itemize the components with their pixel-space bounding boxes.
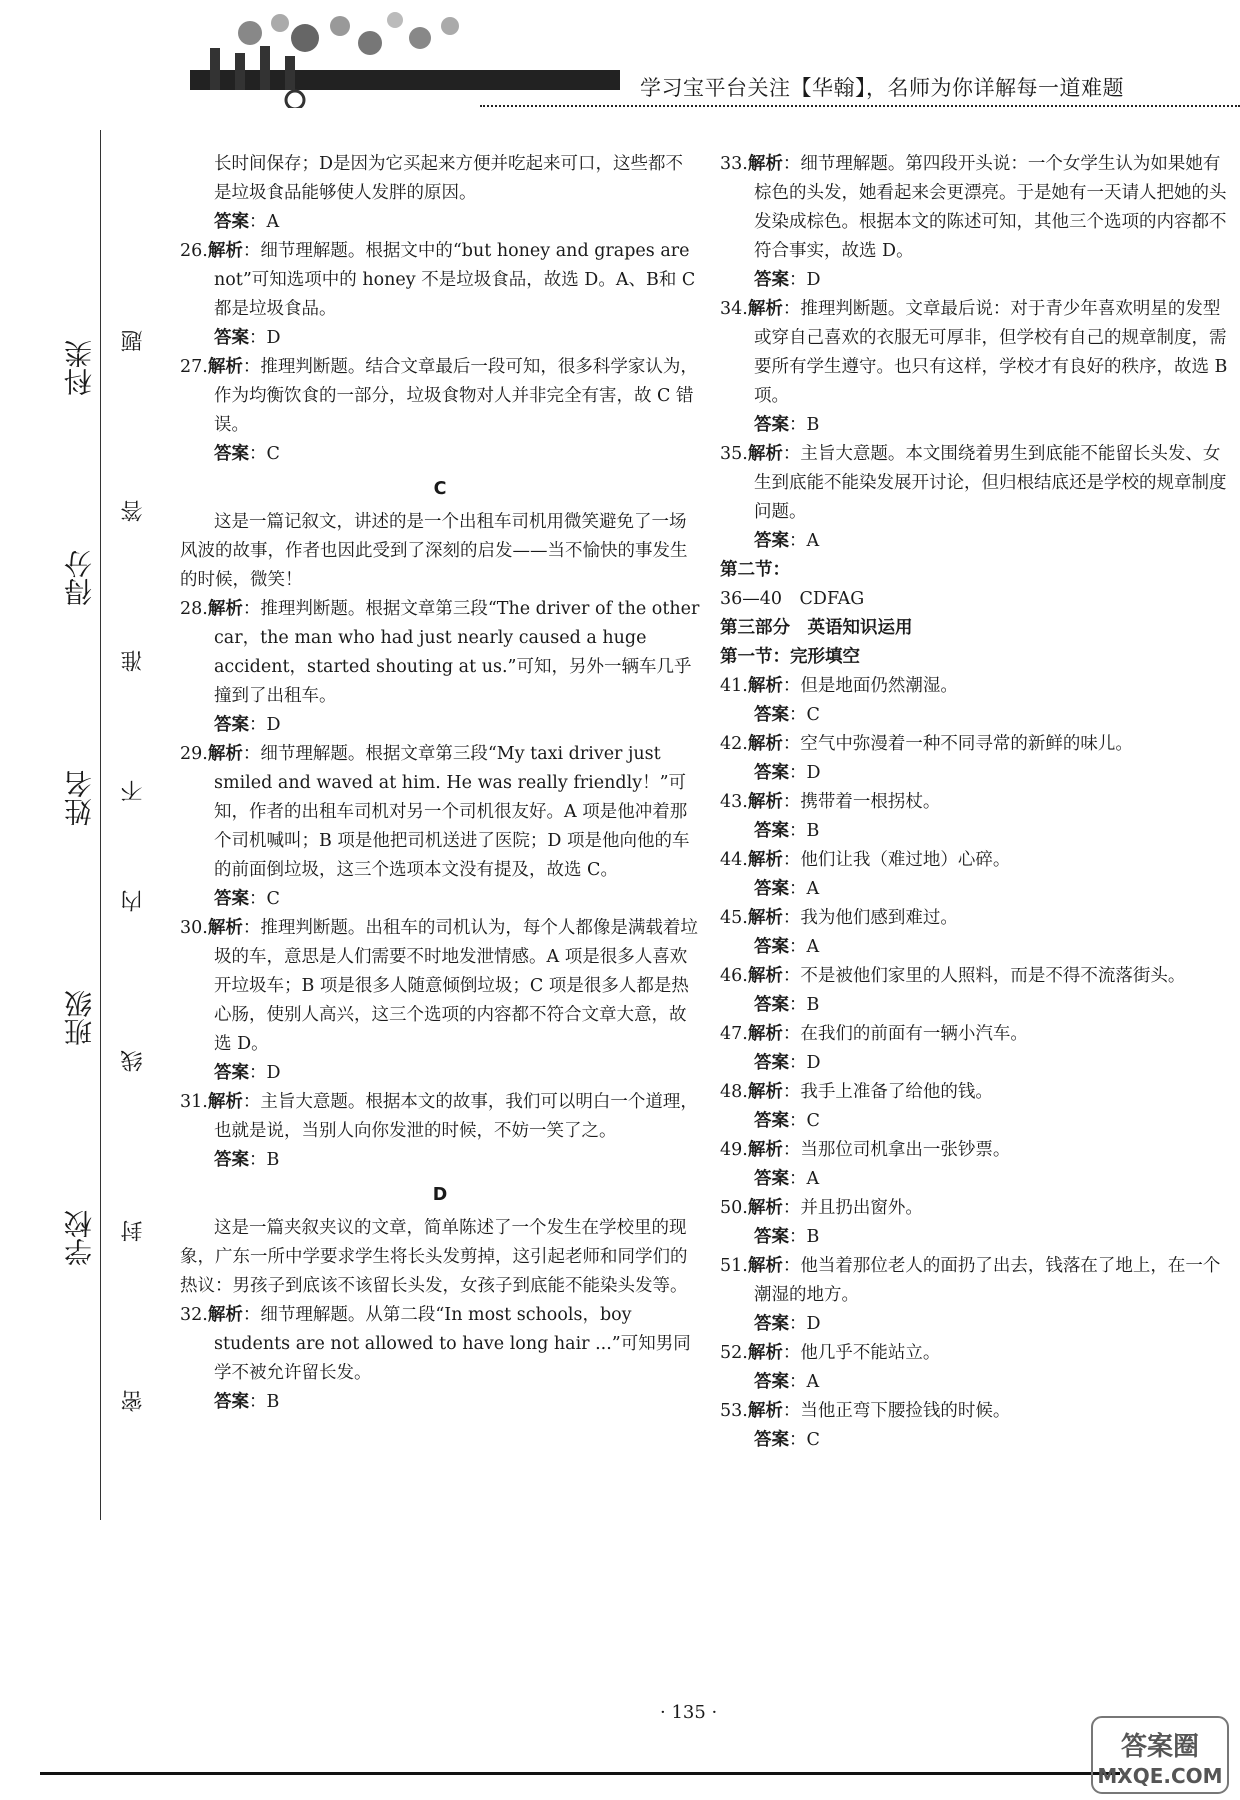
answer-label: 答案 (754, 995, 789, 1015)
footer-divider (40, 1772, 1120, 1775)
answer-explanation (180, 595, 700, 711)
explanation-text: ：当他正弯下腰捡钱的时候。 (782, 1401, 1011, 1421)
seal-char-mi: 密 (121, 1390, 146, 1412)
explanation-text: ：在我们的前面有一辆小汽车。 (782, 1024, 1028, 1044)
answer-label: 答案 (214, 1150, 249, 1170)
explanation-text: ：推理判断题。出租车的司机认为，每个人都像是满载着垃圾的车，意思是人们需要不时地发泄情感。A 项是很多人喜欢开垃圾车；B 项是很多人随意倾倒垃圾；C 项是很多人都是热心肠，使别人高兴，这三个选项的内容都不符合文章大意，故选 D。 (214, 918, 698, 1054)
answer-value: ：B (249, 1150, 280, 1170)
explanation-text: ：他几乎不能站立。 (782, 1343, 941, 1363)
question-number: 50. (720, 1198, 748, 1218)
answer-line (720, 1310, 1235, 1339)
answer-explanation (180, 1301, 700, 1388)
binding-margin (0, 130, 150, 1530)
seal-char-ti: 题 (121, 330, 146, 352)
answer-label: 答案 (754, 415, 789, 435)
answer-label: 答案 (214, 444, 249, 464)
passage-heading: C (433, 479, 447, 499)
explanation-text: ：我为他们感到难过。 (782, 908, 958, 928)
answer-line (720, 875, 1235, 904)
question-number: 31. (180, 1092, 208, 1112)
answer-line (180, 1146, 700, 1175)
explanation-text: ：细节理解题。第四段开头说：一个女学生认为如果她有棕色的头发，她看起来会更漂亮。于是她有一天请人把她的头发染成棕色。根据本文的陈述可知，其他三个选项的内容都不符合事实，故选 D。 (754, 154, 1227, 261)
question-number: 29. (180, 744, 208, 764)
answer-explanation (180, 740, 700, 885)
explanation-label: 解析 (747, 154, 783, 174)
answer-explanation (180, 914, 700, 1059)
answer-value: ：B (789, 1227, 820, 1247)
question-number: 46. (720, 966, 748, 986)
question-number: 32. (180, 1305, 208, 1325)
field-school: 学校 (63, 1210, 96, 1266)
answer-explanation (720, 440, 1235, 527)
explanation-text: ：推理判断题。结合文章最后一段可知，很多科学家认为，作为均衡饮食的一部分，垃圾食物对人并非完全有害，故 C 错误。 (214, 357, 698, 435)
explanation-label: 解析 (747, 792, 783, 812)
header-divider (480, 105, 1240, 107)
answer-value: ：A (789, 1372, 820, 1392)
answer-label: 答案 (214, 715, 249, 735)
explanation-text: ：细节理解题。根据文章第三段“My taxi driver just smiled and waved at him. He was really friendly！”可知，作者的出租车司机对另一个司机很友好。A 项是他冲着那个司机喊叫；B 项是他把司机送进了医院；D 项是他向他的车的前面倒垃圾，这三个选项本文没有提及，故选 C。 (214, 744, 690, 880)
answer-label: 答案 (754, 1372, 789, 1392)
passage-heading: D (432, 1185, 448, 1205)
answer-label: 答案 (754, 879, 789, 899)
answer-range: 36—40 CDFAG (720, 589, 865, 609)
answer-label: 答案 (214, 1392, 249, 1412)
explanation-text: ：他当着那位老人的面扔了出去，钱落在了地上，在一个潮湿的地方。 (754, 1256, 1221, 1305)
answer-explanation (180, 353, 700, 440)
answer-explanation (720, 962, 1235, 991)
answer-value: ：A (789, 937, 820, 957)
answer-line (720, 411, 1235, 440)
banner-decoration-graphic (180, 8, 620, 108)
seal-char-nei: 内 (121, 890, 146, 912)
answer-label: 答案 (754, 821, 789, 841)
answer-explanation (720, 1136, 1235, 1165)
explanation-text: ：推理判断题。文章最后说：对于青少年喜欢明星的发型或穿自己喜欢的衣服无可厚非，但学校有自己的规章制度，需要所有学生遵守。也只有这样，学校才有良好的秩序，故选 B 项。 (754, 299, 1228, 406)
question-number: 51. (720, 1256, 748, 1276)
question-number: 35. (720, 444, 748, 464)
answer-line (180, 711, 700, 740)
explanation-label: 解析 (747, 908, 783, 928)
question-number: 43. (720, 792, 748, 812)
answer-value: ：C (249, 889, 280, 909)
answer-value: ：B (789, 995, 820, 1015)
answer-value: ：D (789, 1314, 821, 1334)
answer-line (720, 527, 1235, 556)
answer-line (720, 1368, 1235, 1397)
answer-line (180, 885, 700, 914)
explanation-text: ：主旨大意题。本文围绕着男生到底能不能留长头发、女生到底能不能染发展开讨论，但归根结底还是学校的规章制度问题。 (754, 444, 1227, 522)
explanation-label: 解析 (747, 850, 783, 870)
explanation-label: 解析 (747, 676, 783, 696)
answer-value: ：D (789, 270, 821, 290)
seal-char-zhun: 准 (121, 650, 146, 672)
field-name: 姓名 (63, 770, 96, 826)
answer-explanation (720, 150, 1235, 266)
section-heading: 第一节：完形填空 (720, 647, 860, 667)
answer-value: ：A (789, 879, 820, 899)
explanation-text: ：携带着一根拐杖。 (782, 792, 941, 812)
answer-label: 答案 (754, 1430, 789, 1450)
answer-explanation (720, 1194, 1235, 1223)
answer-value: ：D (249, 715, 281, 735)
answer-line (180, 208, 700, 237)
answer-label: 答案 (214, 328, 249, 348)
answer-line (720, 933, 1235, 962)
answer-label: 答案 (754, 270, 789, 290)
answer-value: ：D (249, 1063, 281, 1083)
question-number: 34. (720, 299, 748, 319)
section-heading: 第三部分 英语知识运用 (720, 618, 913, 638)
passage-summary: 这是一篇记叙文，讲述的是一个出租车司机用微笑避免了一场风波的故事，作者也因此受到了深刻的启发——当不愉快的事发生的时候，微笑！ (180, 512, 688, 590)
answer-value: ：C (249, 444, 280, 464)
answer-explanation (720, 730, 1235, 759)
answer-line (180, 324, 700, 353)
explanation-label: 解析 (747, 734, 783, 754)
seal-char-feng: 封 (121, 1220, 146, 1242)
question-number: 44. (720, 850, 748, 870)
answer-label: 答案 (214, 212, 249, 232)
explanation-label: 解析 (747, 444, 783, 464)
answer-value: ：D (789, 763, 821, 783)
answer-line (720, 1107, 1235, 1136)
explanation-label: 解析 (747, 1024, 783, 1044)
explanation-label: 解析 (747, 1198, 783, 1218)
answer-line (720, 701, 1235, 730)
answer-label: 答案 (754, 531, 789, 551)
page-number: · 135 · (660, 1702, 718, 1723)
answer-explanation (720, 1020, 1235, 1049)
question-number: 52. (720, 1343, 748, 1363)
binding-line (100, 130, 101, 1520)
explanation-label: 解析 (747, 1140, 783, 1160)
answer-explanation (180, 1088, 700, 1146)
answer-value: ：B (789, 821, 820, 841)
answer-value: ：C (789, 1111, 820, 1131)
explanation-label: 解析 (747, 1343, 783, 1363)
seal-char-da: 答 (121, 500, 146, 522)
question-number: 33. (720, 154, 748, 174)
continued-text: 长时间保存；D是因为它买起来方便并吃起来可口，这些都不是垃圾食品能够使人发胖的原因。 (214, 154, 684, 203)
answer-line (720, 991, 1235, 1020)
answer-label: 答案 (754, 1053, 789, 1073)
explanation-text: ：细节理解题。根据文中的“but honey and grapes are not”可知选项中的 honey 不是垃圾食品，故选 D。A、B和 C 都是垃圾食品。 (214, 241, 696, 319)
explanation-text: ：不是被他们家里的人照料，而是不得不流落街头。 (782, 966, 1186, 986)
explanation-label: 解析 (207, 1305, 243, 1325)
left-column (180, 150, 700, 1417)
question-number: 42. (720, 734, 748, 754)
explanation-label: 解析 (207, 918, 243, 938)
explanation-text: ：当那位司机拿出一张钞票。 (782, 1140, 1011, 1160)
explanation-label: 解析 (207, 599, 243, 619)
explanation-text: ：空气中弥漫着一种不同寻常的新鲜的味儿。 (782, 734, 1133, 754)
explanation-text: ：他们让我（难过地）心碎。 (782, 850, 1011, 870)
field-class: 班级 (63, 990, 96, 1046)
answer-label: 答案 (754, 763, 789, 783)
answer-label: 答案 (754, 937, 789, 957)
explanation-label: 解析 (207, 1092, 243, 1112)
right-column (720, 150, 1235, 1455)
answer-label: 答案 (754, 1314, 789, 1334)
field-score: 得分 (63, 550, 96, 606)
answer-line (720, 1223, 1235, 1252)
answer-value: ：A (789, 531, 820, 551)
explanation-text: ：我手上准备了给他的钱。 (782, 1082, 993, 1102)
answer-line (720, 1049, 1235, 1078)
answer-explanation (720, 788, 1235, 817)
answer-label: 答案 (754, 1227, 789, 1247)
answer-explanation (720, 904, 1235, 933)
answer-explanation (720, 1339, 1235, 1368)
answer-explanation (180, 237, 700, 324)
answer-explanation (720, 672, 1235, 701)
question-number: 41. (720, 676, 748, 696)
watermark-logo (1090, 1715, 1230, 1795)
answer-label: 答案 (214, 1063, 249, 1083)
answer-line (180, 1059, 700, 1088)
answer-line (720, 759, 1235, 788)
question-number: 49. (720, 1140, 748, 1160)
explanation-text: ：主旨大意题。根据本文的故事，我们可以明白一个道理，也就是说，当别人向你发泄的时候，不妨一笑了之。 (214, 1092, 698, 1141)
answer-label: 答案 (754, 1169, 789, 1189)
explanation-label: 解析 (747, 1256, 783, 1276)
explanation-label: 解析 (747, 1401, 783, 1421)
answer-explanation (720, 295, 1235, 411)
explanation-text: ：并且扔出窗外。 (782, 1198, 923, 1218)
question-number: 53. (720, 1401, 748, 1421)
explanation-label: 解析 (207, 744, 243, 764)
explanation-label: 解析 (747, 966, 783, 986)
answer-label: 答案 (754, 705, 789, 725)
question-number: 27. (180, 357, 208, 377)
answer-value: ：C (789, 705, 820, 725)
answer-value: ：C (789, 1430, 820, 1450)
answer-value: ：A (249, 212, 280, 232)
seal-char-bu: 不 (121, 780, 146, 802)
answer-line (720, 266, 1235, 295)
answer-value: ：A (789, 1169, 820, 1189)
field-subject: 科类 (63, 340, 96, 396)
answer-explanation (720, 1252, 1235, 1310)
explanation-text: ：但是地面仍然潮湿。 (782, 676, 958, 696)
answer-value: ：B (789, 415, 820, 435)
answer-line (720, 1165, 1235, 1194)
question-number: 48. (720, 1082, 748, 1102)
question-number: 47. (720, 1024, 748, 1044)
explanation-label: 解析 (207, 241, 243, 261)
explanation-label: 解析 (747, 1082, 783, 1102)
question-number: 45. (720, 908, 748, 928)
explanation-text: ：推理判断题。根据文章第三段“The driver of the other car，the man who had just nearly caused a huge accident，started shouting at us.”可知，另外一辆车几乎撞到了出租车。 (214, 599, 700, 706)
answer-explanation (720, 1078, 1235, 1107)
svg-text:MXQE.COM: MXQE.COM (1097, 1764, 1223, 1788)
answer-label: 答案 (754, 1111, 789, 1131)
explanation-label: 解析 (207, 357, 243, 377)
answer-value: ：D (789, 1053, 821, 1073)
question-number: 30. (180, 918, 208, 938)
header-title: 学习宝平台关注【华翰】，名师为你详解每一道难题 (640, 76, 1124, 100)
question-number: 28. (180, 599, 208, 619)
answer-label: 答案 (214, 889, 249, 909)
explanation-text: ：细节理解题。从第二段“In most schools，boy students are not allowed to have long hair ...”可知男同学不被允许留长发。 (214, 1305, 691, 1383)
answer-explanation (720, 846, 1235, 875)
svg-text:答案圈: 答案圈 (1120, 1732, 1200, 1762)
section-heading: 第二节： (720, 560, 790, 580)
seal-char-xian: 线 (121, 1050, 146, 1072)
question-number: 26. (180, 241, 208, 261)
passage-summary: 这是一篇夹叙夹议的文章，简单陈述了一个发生在学校里的现象，广东一所中学要求学生将长头发剪掉，这引起老师和同学们的热议：男孩子到底该不该留长头发，女孩子到底能不能染头发等。 (180, 1218, 688, 1296)
answer-value: ：B (249, 1392, 280, 1412)
answer-explanation (720, 1397, 1235, 1426)
answer-line (180, 440, 700, 469)
answer-line (720, 1426, 1235, 1455)
answer-line (180, 1388, 700, 1417)
explanation-label: 解析 (747, 299, 783, 319)
page-header (150, 0, 1240, 120)
answer-value: ：D (249, 328, 281, 348)
answer-line (720, 817, 1235, 846)
